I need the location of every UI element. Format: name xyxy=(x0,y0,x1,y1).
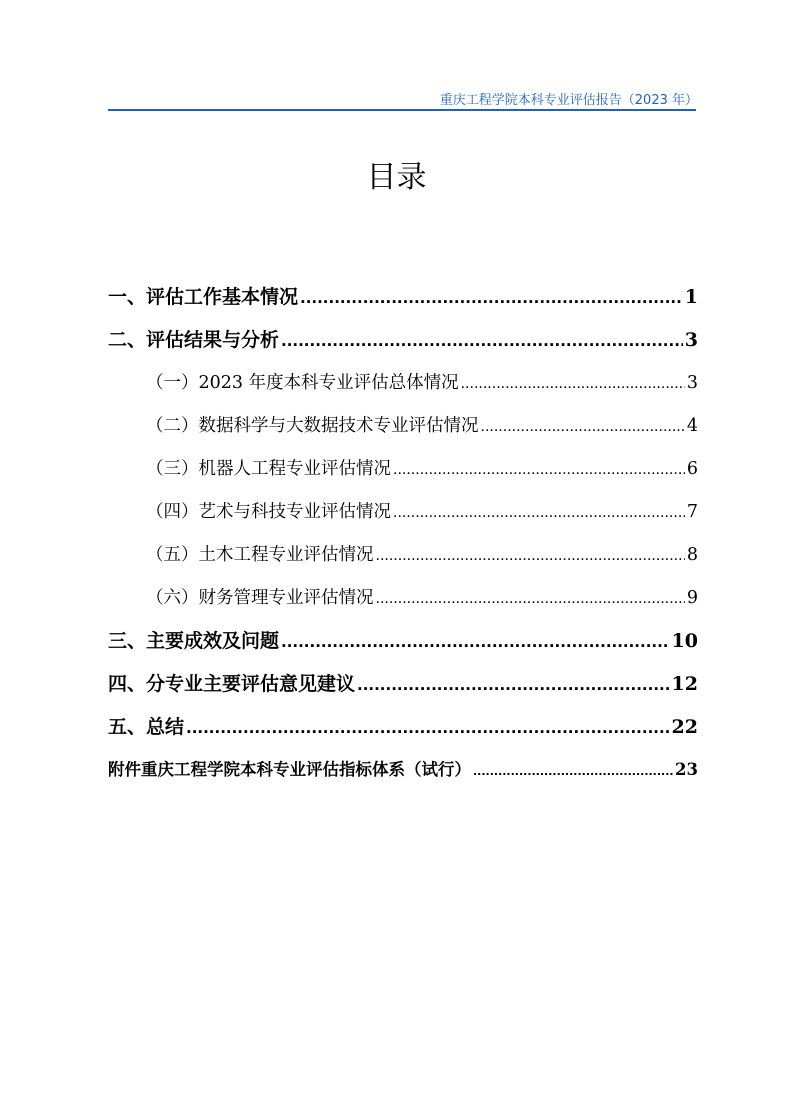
toc-entry[interactable] xyxy=(108,325,698,368)
toc-entry-label: 附件重庆工程学院本科专业评估指标体系（试行） xyxy=(108,760,471,779)
toc-leader xyxy=(376,584,685,614)
toc-entry-label: （四）艺术与科技专业评估情况 xyxy=(146,502,391,522)
toc-entry[interactable] xyxy=(108,669,698,712)
toc-entry-page: 9 xyxy=(686,588,698,608)
toc-entry-page: 3 xyxy=(686,373,698,393)
toc-leader xyxy=(357,670,670,700)
toc-entry-label: 五、总结 xyxy=(108,716,185,738)
header-rule xyxy=(108,109,696,111)
toc-entry-page: 7 xyxy=(686,502,698,522)
toc-leader xyxy=(186,713,670,743)
toc-entry[interactable] xyxy=(108,411,698,454)
toc-leader xyxy=(461,369,685,399)
toc-leader xyxy=(300,283,683,313)
toc-entry-page: 8 xyxy=(686,545,698,565)
toc-entry-page: 3 xyxy=(684,329,698,351)
toc-entry-page: 10 xyxy=(671,630,698,652)
toc-entry-label: 四、分专业主要评估意见建议 xyxy=(108,673,356,695)
toc-entry[interactable] xyxy=(108,454,698,497)
toc-leader xyxy=(393,498,685,528)
toc-entry-label: 二、评估结果与分析 xyxy=(108,329,280,351)
toc-entry-label: （二）数据科学与大数据技术专业评估情况 xyxy=(146,416,479,436)
toc-entry-label: （一）2023 年度本科专业评估总体情况 xyxy=(146,373,459,393)
toc-entry-page: 23 xyxy=(675,760,698,779)
page-title: 目录 xyxy=(366,160,427,195)
toc-entry-label: （三）机器人工程专业评估情况 xyxy=(146,459,391,479)
toc-entry-label: （五）土木工程专业评估情况 xyxy=(146,545,374,565)
toc-entry-page: 4 xyxy=(686,416,698,436)
toc-entry-page: 12 xyxy=(671,673,698,695)
toc-entry-page: 1 xyxy=(684,286,698,308)
toc-entry[interactable] xyxy=(108,755,698,798)
toc-entry[interactable] xyxy=(108,583,698,626)
toc-entry-label: 一、评估工作基本情况 xyxy=(108,286,299,308)
toc-entry-label: （六）财务管理专业评估情况 xyxy=(146,588,374,608)
toc-entry-label: 三、主要成效及问题 xyxy=(108,630,280,652)
toc-leader xyxy=(473,757,673,787)
running-header-title: 重庆工程学院本科专业评估报告（2023 年） xyxy=(439,93,698,108)
toc-entry[interactable] xyxy=(108,497,698,540)
toc-entry-page: 22 xyxy=(671,716,698,738)
toc-entry[interactable] xyxy=(108,540,698,583)
toc-entry[interactable] xyxy=(108,626,698,669)
toc-leader xyxy=(393,455,685,485)
table-of-contents xyxy=(108,282,698,798)
toc-leader xyxy=(281,326,683,356)
toc-entry-page: 6 xyxy=(686,459,698,479)
toc-leader xyxy=(481,412,685,442)
toc-entry[interactable] xyxy=(108,282,698,325)
toc-leader xyxy=(281,627,670,657)
toc-leader xyxy=(376,541,685,571)
toc-entry[interactable] xyxy=(108,368,698,411)
toc-entry[interactable] xyxy=(108,712,698,755)
